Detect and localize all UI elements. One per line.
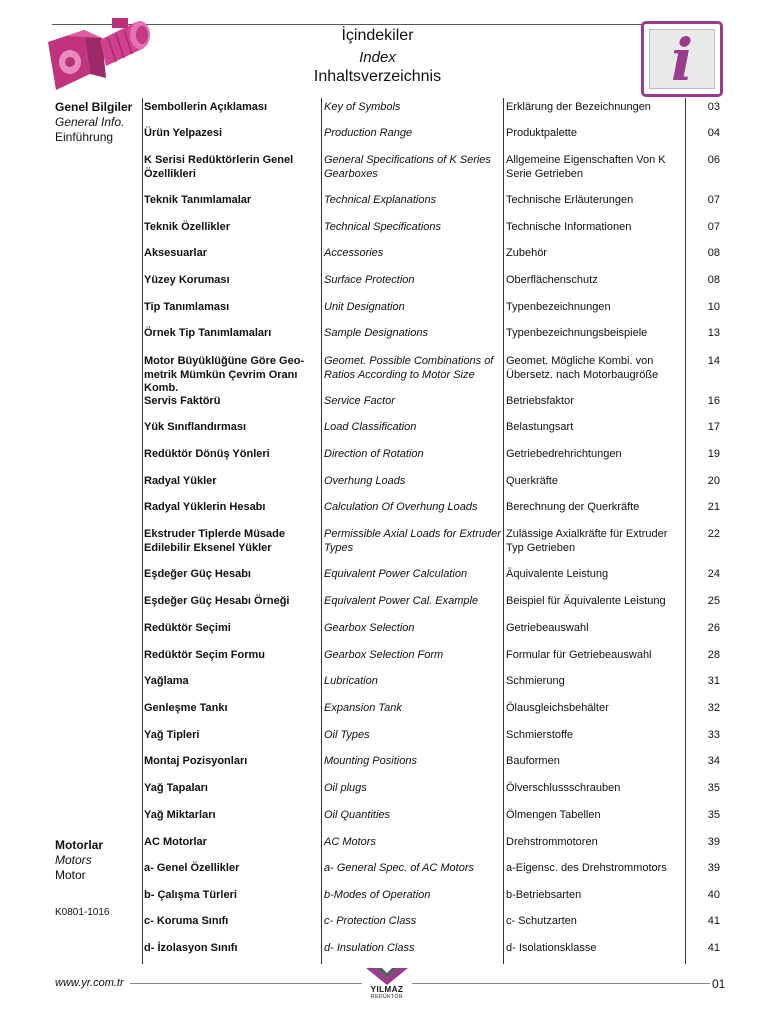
entry-english: Lubrication	[324, 675, 378, 687]
entry-english: Equivalent Power Cal. Example	[324, 595, 479, 607]
section-general-info	[55, 100, 132, 145]
entry-turkish: Ürün Yelpazesi	[144, 127, 223, 139]
entry-german: Ölausgleichsbehälter	[506, 702, 609, 714]
entry-german: Typenbezeichnungsbeispiele	[506, 327, 648, 339]
entry-english: Permissible Axial Loads for Extruder Types	[324, 528, 501, 554]
section-label-en: General Info.	[55, 115, 125, 129]
entry-german: Querkräfte	[506, 475, 558, 487]
entry-german: Allgemeine Eigenschaften Von K Serie Getrieben	[506, 154, 666, 180]
entry-german: Äquivalente Leistung	[506, 568, 609, 580]
entry-english: a- General Spec. of AC Motors	[324, 862, 474, 874]
entry-english: Technical Explanations	[324, 194, 437, 206]
entry-german: Formular für Getriebeauswahl	[506, 649, 652, 661]
entry-english: Load Classification	[324, 421, 417, 433]
entry-turkish: Yağ Miktarları	[144, 809, 216, 821]
entry-english: Geomet. Possible Combinations of Ratios According to Motor Size	[324, 355, 494, 381]
entry-german: Schmierung	[506, 675, 565, 687]
entry-turkish: Yük Sınıflandırması	[144, 421, 247, 433]
entry-page: 04	[707, 127, 720, 139]
entry-page: 28	[707, 649, 720, 661]
entry-english: Unit Designation	[324, 301, 405, 313]
entry-turkish: Redüktör Seçimi	[144, 622, 231, 634]
entry-german: Bauformen	[506, 755, 560, 767]
entry-english: Gearbox Selection	[324, 622, 415, 634]
entry-page: 03	[707, 101, 720, 113]
footer-rule	[130, 983, 362, 984]
entry-german: Oberflächenschutz	[506, 274, 598, 286]
entry-german: Betriebsfaktor	[506, 395, 574, 407]
entry-german: Berechnung der Querkräfte	[506, 501, 640, 513]
section-label-de: Einführung	[55, 130, 114, 144]
entry-turkish: Genleşme Tankı	[144, 702, 228, 714]
entry-turkish: b- Çalışma Türleri	[144, 889, 237, 901]
entry-page: 35	[707, 809, 720, 821]
entry-english: b-Modes of Operation	[324, 889, 431, 901]
entry-page: 35	[707, 782, 720, 794]
entry-page: 41	[707, 915, 720, 927]
entry-english: General Specifications of K Series Gearboxes	[324, 154, 491, 180]
entry-page: 39	[707, 836, 720, 848]
title-turkish: İçindekiler	[341, 27, 414, 44]
entry-turkish: Sembollerin Açıklaması	[144, 101, 268, 113]
entry-german: Geomet. Mögliche Kombi. von Übersetz. nach Motorbaugröße	[506, 355, 659, 381]
section-label-tr: Motorlar	[55, 838, 103, 852]
info-icon	[641, 21, 723, 97]
entry-english: Calculation Of Overhung Loads	[324, 501, 478, 513]
entry-turkish: K Serisi Redüktörlerin Genel Özellikleri	[144, 154, 294, 180]
entry-page: 25	[707, 595, 720, 607]
entry-english: Technical Specifications	[324, 221, 441, 233]
entry-english: Equivalent Power Calculation	[324, 568, 468, 580]
entry-page: 13	[707, 327, 720, 339]
entry-german: Zubehör	[506, 247, 547, 259]
entry-german: Typenbezeichnungen	[506, 301, 611, 313]
entry-german: b-Betriebsarten	[506, 889, 582, 901]
entry-page: 34	[707, 755, 720, 767]
entry-turkish: AC Motorlar	[144, 836, 207, 848]
yilmaz-logo-icon	[362, 966, 412, 1002]
entry-turkish: Yağlama	[144, 675, 189, 687]
entry-page: 31	[707, 675, 720, 687]
entry-english: Overhung Loads	[324, 475, 406, 487]
entry-page: 07	[707, 221, 720, 233]
entry-german: Getriebeauswahl	[506, 622, 589, 634]
document-code: K0801-1016	[55, 907, 110, 918]
entry-turkish: Radyal Yükler	[144, 475, 217, 487]
entry-page: 07	[707, 194, 720, 206]
entry-turkish: Montaj Pozisyonları	[144, 755, 248, 767]
entry-turkish: Tip Tanımlaması	[144, 301, 230, 313]
entry-page: 14	[707, 355, 720, 367]
column-divider	[685, 98, 686, 964]
entry-german: d- Isolationsklasse	[506, 942, 597, 954]
section-label-en: Motors	[55, 853, 92, 867]
entry-german: c- Schutzarten	[506, 915, 577, 927]
entry-english: c- Protection Class	[324, 915, 417, 927]
logo-name: YILMAZ	[370, 985, 404, 994]
entry-english: d- Insulation Class	[324, 942, 415, 954]
entry-turkish: Yağ Tipleri	[144, 729, 200, 741]
entry-english: Oil Types	[324, 729, 370, 741]
entry-german: Getriebedrehrichtungen	[506, 448, 622, 460]
entry-page: 33	[707, 729, 720, 741]
entry-page: 32	[707, 702, 720, 714]
entry-english: Expansion Tank	[324, 702, 402, 714]
entry-english: Key of Symbols	[324, 101, 401, 113]
entry-turkish: Redüktör Dönüş Yönleri	[144, 448, 270, 460]
entry-german: Ölverschlussschrauben	[506, 782, 621, 794]
entry-german: Belastungsart	[506, 421, 574, 433]
entry-turkish: c- Koruma Sınıfı	[144, 915, 229, 927]
entry-page: 26	[707, 622, 720, 634]
entry-english: Surface Protection	[324, 274, 415, 286]
entry-turkish: Eşdeğer Güç Hesabı	[144, 568, 251, 580]
entry-german: Produktpalette	[506, 127, 577, 139]
title-english: Index	[359, 49, 396, 66]
entry-turkish: Örnek Tip Tanımlamaları	[144, 327, 272, 339]
column-divider	[503, 98, 504, 964]
column-divider	[142, 98, 143, 964]
entry-english: Oil plugs	[324, 782, 367, 794]
entry-turkish: Ekstruder Tiplerde Müsade Edilebilir Eksenel Yükler	[144, 528, 286, 554]
entry-german: a-Eigensc. des Drehstrommotors	[506, 862, 667, 874]
page-number: 01	[712, 977, 726, 991]
entry-english: Direction of Rotation	[324, 448, 424, 460]
entry-turkish: Servis Faktörü	[144, 395, 221, 407]
entry-german: Zulässige Axialkräfte für Extruder Typ Getrieben	[506, 528, 668, 554]
section-label-de: Motor	[55, 868, 86, 882]
entry-english: Accessories	[324, 247, 384, 259]
entry-page: 41	[707, 942, 720, 954]
entry-german: Drehstrommotoren	[506, 836, 598, 848]
title-german: Inhaltsverzeichnis	[313, 68, 442, 85]
entry-page: 22	[707, 528, 720, 540]
entry-turkish: Yağ Tapaları	[144, 782, 208, 794]
entry-page: 24	[707, 568, 720, 580]
entry-page: 08	[707, 274, 720, 286]
entry-page: 20	[707, 475, 720, 487]
entry-english: Gearbox Selection Form	[324, 649, 444, 661]
logo-subtitle: REDÜKTÖR	[370, 994, 404, 1000]
entry-turkish: Motor Büyüklüğüne Göre Geo-metrik Mümkün Çevrim Oranı Komb.	[144, 355, 305, 394]
entry-turkish: Teknik Tanımlamalar	[144, 194, 252, 206]
entry-turkish: Redüktör Seçim Formu	[144, 649, 266, 661]
entry-page: 39	[707, 862, 720, 874]
entry-page: 08	[707, 247, 720, 259]
footer-url: www.yr.com.tr	[55, 977, 124, 989]
gearbox-motor-icon	[44, 14, 156, 96]
entry-english: Sample Designations	[324, 327, 428, 339]
entry-german: Erklärung der Bezeichnungen	[506, 101, 651, 113]
entry-english: Production Range	[324, 127, 413, 139]
entry-english: Service Factor	[324, 395, 395, 407]
section-label-tr: Genel Bilgiler	[55, 100, 133, 114]
entry-english: Mounting Positions	[324, 755, 417, 767]
entry-turkish: Eşdeğer Güç Hesabı Örneği	[144, 595, 290, 607]
entry-page: 17	[707, 421, 720, 433]
logo-mark	[362, 966, 412, 986]
entry-page: 06	[707, 154, 720, 166]
entry-page: 10	[707, 301, 720, 313]
entry-german: Technische Erläuterungen	[506, 194, 634, 206]
entry-page: 19	[707, 448, 720, 460]
entry-german: Technische Informationen	[506, 221, 632, 233]
entry-turkish: a- Genel Özellikler	[144, 862, 240, 874]
entry-german: Schmierstoffe	[506, 729, 574, 741]
section-motors	[55, 838, 103, 883]
entry-english: AC Motors	[324, 836, 376, 848]
entry-german: Beispiel für Äquivalente Leistung	[506, 595, 666, 607]
entry-english: Oil Quantities	[324, 809, 391, 821]
entry-turkish: Teknik Özellikler	[144, 221, 231, 233]
footer-rule	[412, 983, 710, 984]
entry-turkish: Yüzey Koruması	[144, 274, 230, 286]
entry-turkish: Radyal Yüklerin Hesabı	[144, 501, 266, 513]
entry-page: 21	[707, 501, 720, 513]
entry-page: 40	[707, 889, 720, 901]
entry-page: 16	[707, 395, 720, 407]
info-glyph: i	[670, 26, 694, 94]
entry-turkish: d- İzolasyon Sınıfı	[144, 942, 238, 954]
column-divider	[321, 98, 322, 964]
entry-german: Ölmengen Tabellen	[506, 809, 601, 821]
entry-turkish: Aksesuarlar	[144, 247, 207, 259]
